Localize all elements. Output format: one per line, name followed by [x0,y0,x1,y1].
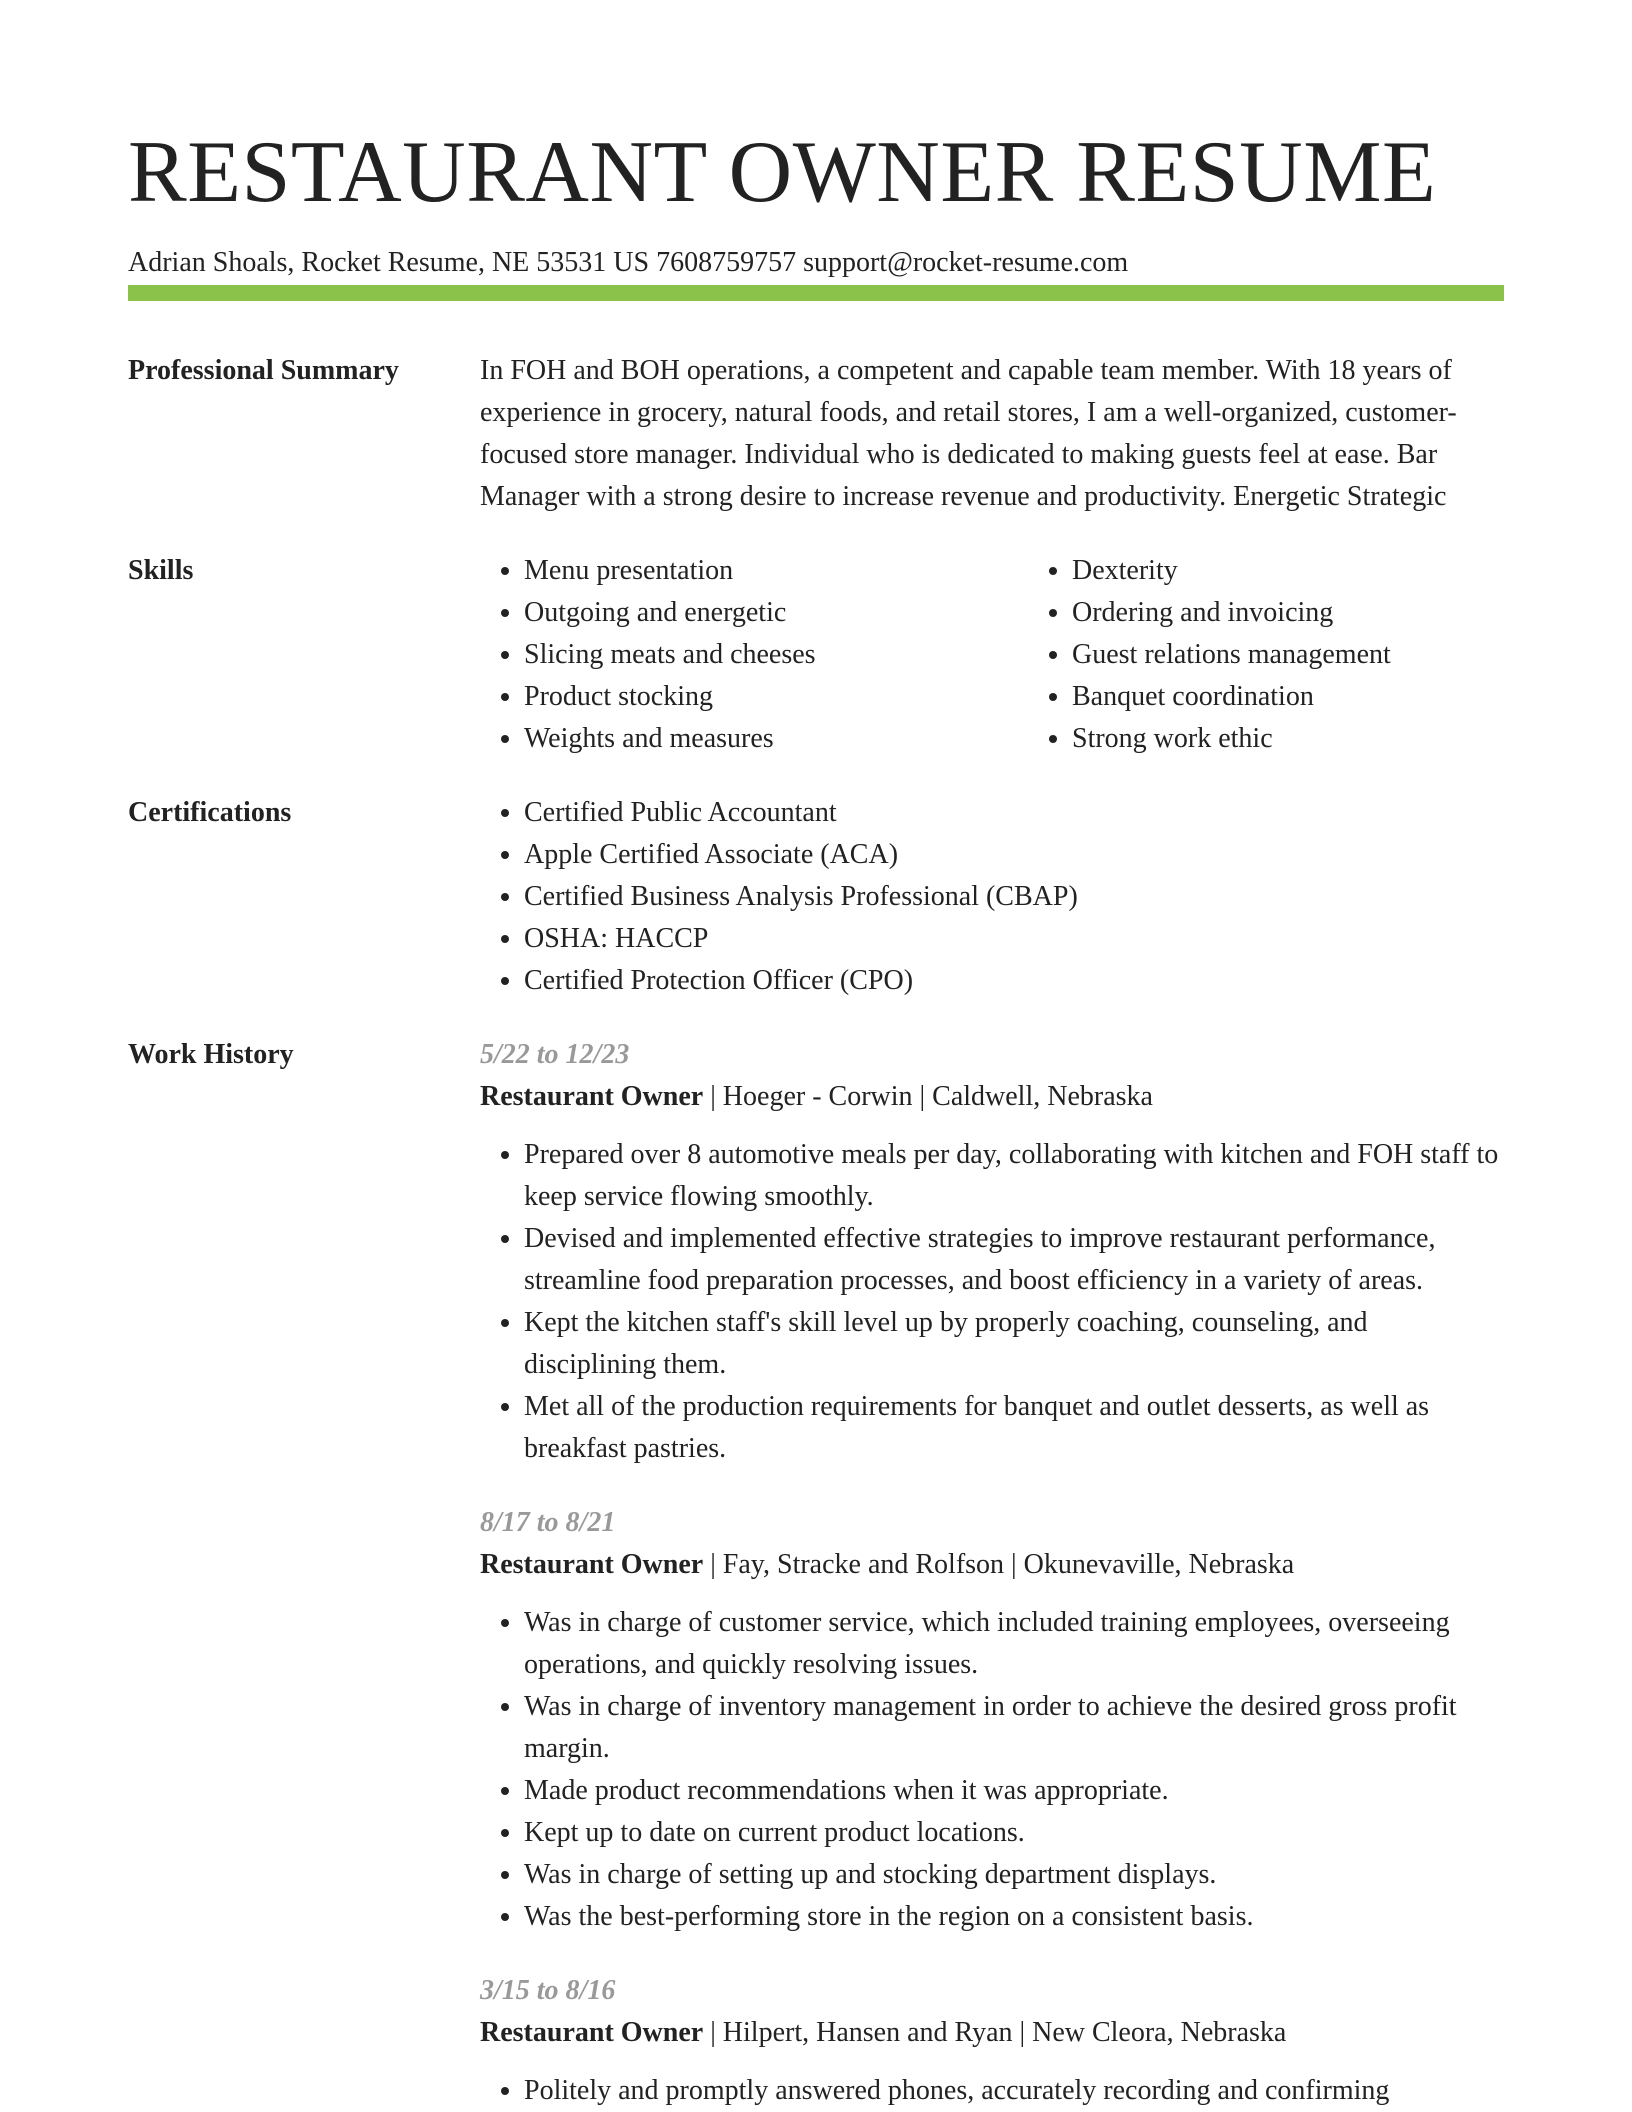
skill-item: • Guest relations management [1072,634,1576,676]
work-history-section [128,1034,1504,2112]
job-details: | Hilpert, Hansen and Ryan | New Cleora, Nebraska [703,2017,1287,2048]
job-heading [480,2012,1504,2054]
work-history-content [480,1034,1504,2112]
job-entry [480,1970,1504,2112]
job-entry [480,1502,1504,1938]
certifications-content [480,792,1504,1002]
summary-text: In FOH and BOH operations, a competent and capable team member. With 18 years of experience in grocery, natural foods, and retail stores, I am a well-organized, customer-focused store manager. Individual who is dedicated to making guests feel at ease. Bar Manager with a strong desire to increase revenue and productivity. Energetic Strategic [480,355,1457,512]
job-bullet: • Kept up to date on current product locations. [524,1812,1504,1854]
certification-item: • Certified Business Analysis Professional (CBAP) [524,876,1504,918]
job-bullets [480,1602,1504,1938]
skills-list-right [1028,550,1576,760]
certification-item: • OSHA: HACCP [524,918,1504,960]
job-bullet: • Was in charge of setting up and stocking department displays. [524,1854,1504,1896]
certification-item: • Apple Certified Associate (ACA) [524,834,1504,876]
job-bullet: • Made product recommendations when it was appropriate. [524,1770,1504,1812]
certifications-list [480,792,1504,1002]
skill-item: • Ordering and invoicing [1072,592,1576,634]
work-history-label: Work History [128,1039,294,1070]
resume-title: RESTAURANT OWNER RESUME [128,124,1437,221]
skill-item: • Banquet coordination [1072,676,1576,718]
skills-content [480,550,1576,760]
resume-header [128,118,1504,280]
job-bullet: • Met all of the production requirements for banquet and outlet desserts, as well as breakfast pastries. [524,1386,1504,1470]
summary-content [480,350,1504,518]
job-bullet: • Devised and implemented effective strategies to improve restaurant performance, streamline food preparation processes, and boost efficiency in a variety of areas. [524,1218,1504,1302]
summary-label: Professional Summary [128,355,399,386]
job-entry [480,1034,1504,1470]
job-dates: 3/15 to 8/16 [480,1975,616,2006]
skills-section [128,550,1504,760]
certification-item: • Certified Public Accountant [524,792,1504,834]
job-bullet: • Prepared over 8 automotive meals per day, collaborating with kitchen and FOH staff to keep service flowing smoothly. [524,1134,1504,1218]
job-details: | Hoeger - Corwin | Caldwell, Nebraska [703,1081,1153,1112]
job-bullet: • Kept the kitchen staff's skill level up by properly coaching, counseling, and disciplining them. [524,1302,1504,1386]
summary-section [128,350,1504,518]
job-title: Restaurant Owner [480,2017,704,2048]
skill-item: • Slicing meats and cheeses [524,634,1028,676]
job-dates: 5/22 to 12/23 [480,1039,630,1070]
certifications-section [128,792,1504,1002]
job-bullet: • Was in charge of customer service, which included training employees, overseeing operations, and quickly resolving issues. [524,1602,1504,1686]
skill-item: • Product stocking [524,676,1028,718]
certification-item: • Certified Protection Officer (CPO) [524,960,1504,1002]
job-heading [480,1544,1504,1586]
job-details: | Fay, Stracke and Rolfson | Okunevaville, Nebraska [703,1549,1295,1580]
job-title: Restaurant Owner [480,1081,704,1112]
accent-rule [128,285,1504,301]
skill-item: • Menu presentation [524,550,1028,592]
job-title: Restaurant Owner [480,1549,704,1580]
job-bullets [480,1134,1504,1470]
skill-item: • Weights and measures [524,718,1028,760]
job-heading [480,1076,1504,1118]
job-dates: 8/17 to 8/21 [480,1507,616,1538]
skill-item: • Strong work ethic [1072,718,1576,760]
skill-item: • Outgoing and energetic [524,592,1028,634]
certifications-label: Certifications [128,797,292,828]
job-bullet: • Was in charge of inventory management in order to achieve the desired gross profit margin. [524,1686,1504,1770]
skill-item: • Dexterity [1072,550,1576,592]
contact-line: Adrian Shoals, Rocket Resume, NE 53531 US 7608759757 support@rocket-resume.com [128,247,1129,278]
job-bullets [480,2070,1504,2112]
job-bullet: • Was the best-performing store in the region on a consistent basis. [524,1896,1504,1938]
skills-label: Skills [128,555,194,586]
skills-list-left [480,550,1028,760]
resume-body [128,350,1504,2112]
job-bullet: • Politely and promptly answered phones, accurately recording and confirming [524,2070,1504,2112]
